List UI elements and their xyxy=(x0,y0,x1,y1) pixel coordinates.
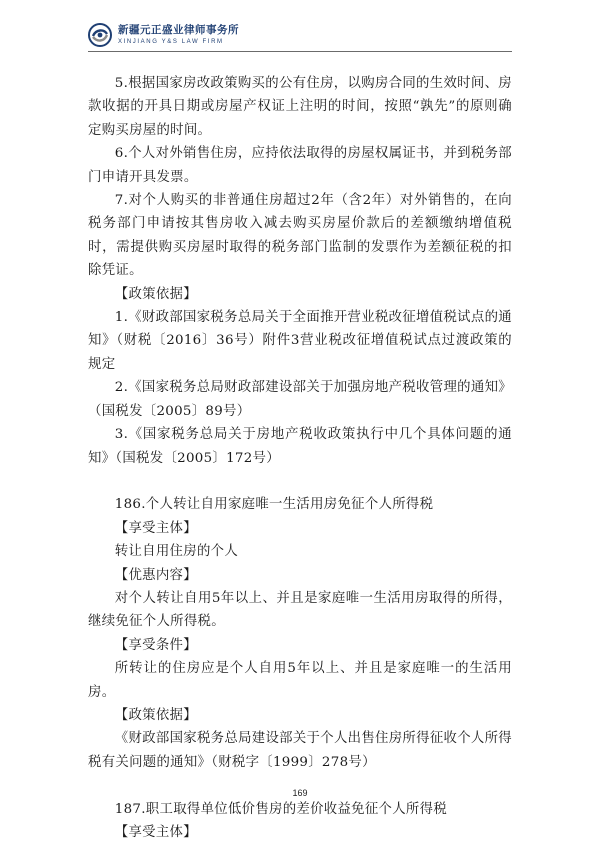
paragraph: 【享受主体】 xyxy=(114,824,197,840)
paragraph: 所转让的住房应是个人自用5年以上、并且是家庭唯一的生活用房。 xyxy=(88,661,512,700)
paragraph: 【优惠内容】 xyxy=(114,567,197,583)
paragraph: 186.个人转让自用家庭唯一生活用房免征个人所得税 xyxy=(114,497,434,513)
paragraph: 对个人转让自用5年以上、并且是家庭唯一生活用房取得的所得，继续免征个人所得税。 xyxy=(88,590,512,630)
paragraph: 《财政部国家税务总局建设部关于个人出售住房所得征收个人所得税有关问题的通知》（财税字〔1999〕278号） xyxy=(88,731,512,770)
firm-name-cn: 新疆元正盛业律师事务所 xyxy=(118,24,239,37)
page-number: 169 xyxy=(292,788,308,798)
paragraph: 5.根据国家房改政策购买的公有住房，以购房合同的生效时间、房款收据的开具日期或房屋产权证上注明的时间，按照“孰先”的原则确定购买房屋的时间。 xyxy=(88,76,512,138)
paragraph: 【享受主体】 xyxy=(114,520,197,536)
firm-name-en: XINJIANG Y&S LAW FIRM xyxy=(118,38,224,45)
paragraph: 【享受条件】 xyxy=(114,637,197,653)
paragraph: 2.《国家税务总局财政部建设部关于加强房地产税收管理的通知》（国税发〔2005〕89号） xyxy=(88,380,512,419)
paragraph: 6.个人对外销售住房，应持依法取得的房屋权属证书，并到税务部门申请开具发票。 xyxy=(88,146,512,185)
paragraph: 187.职工取得单位低价售房的差价收益免征个人所得税 xyxy=(114,801,448,817)
section-gap xyxy=(88,470,512,493)
page-header xyxy=(88,20,239,50)
paragraph: 【政策依据】 xyxy=(114,707,197,723)
document-body xyxy=(88,72,512,844)
paragraph: 1.《财政部国家税务总局关于全面推开营业税改征增值税试点的通知》（财税〔2016〕36号）附件3营业税改征增值税试点过渡政策的规定 xyxy=(88,310,512,372)
firm-name xyxy=(118,25,239,45)
header-divider xyxy=(88,51,512,52)
paragraph: 3.《国家税务总局关于房地产税收政策执行中几个具体问题的通知》（国税发〔2005〕172号） xyxy=(88,427,512,466)
paragraph: 7.对个人购买的非普通住房超过2年（含2年）对外销售的，在向税务部门申请按其售房收入减去购买房屋价款后的差额缴纳增值税时，需提供购买房屋时取得的税务部门监制的发票作为差额征税的扣除凭证。 xyxy=(88,193,512,279)
paragraph: 转让自用住房的个人 xyxy=(114,544,239,560)
paragraph: 【政策依据】 xyxy=(114,286,197,302)
firm-logo-icon xyxy=(88,23,112,47)
